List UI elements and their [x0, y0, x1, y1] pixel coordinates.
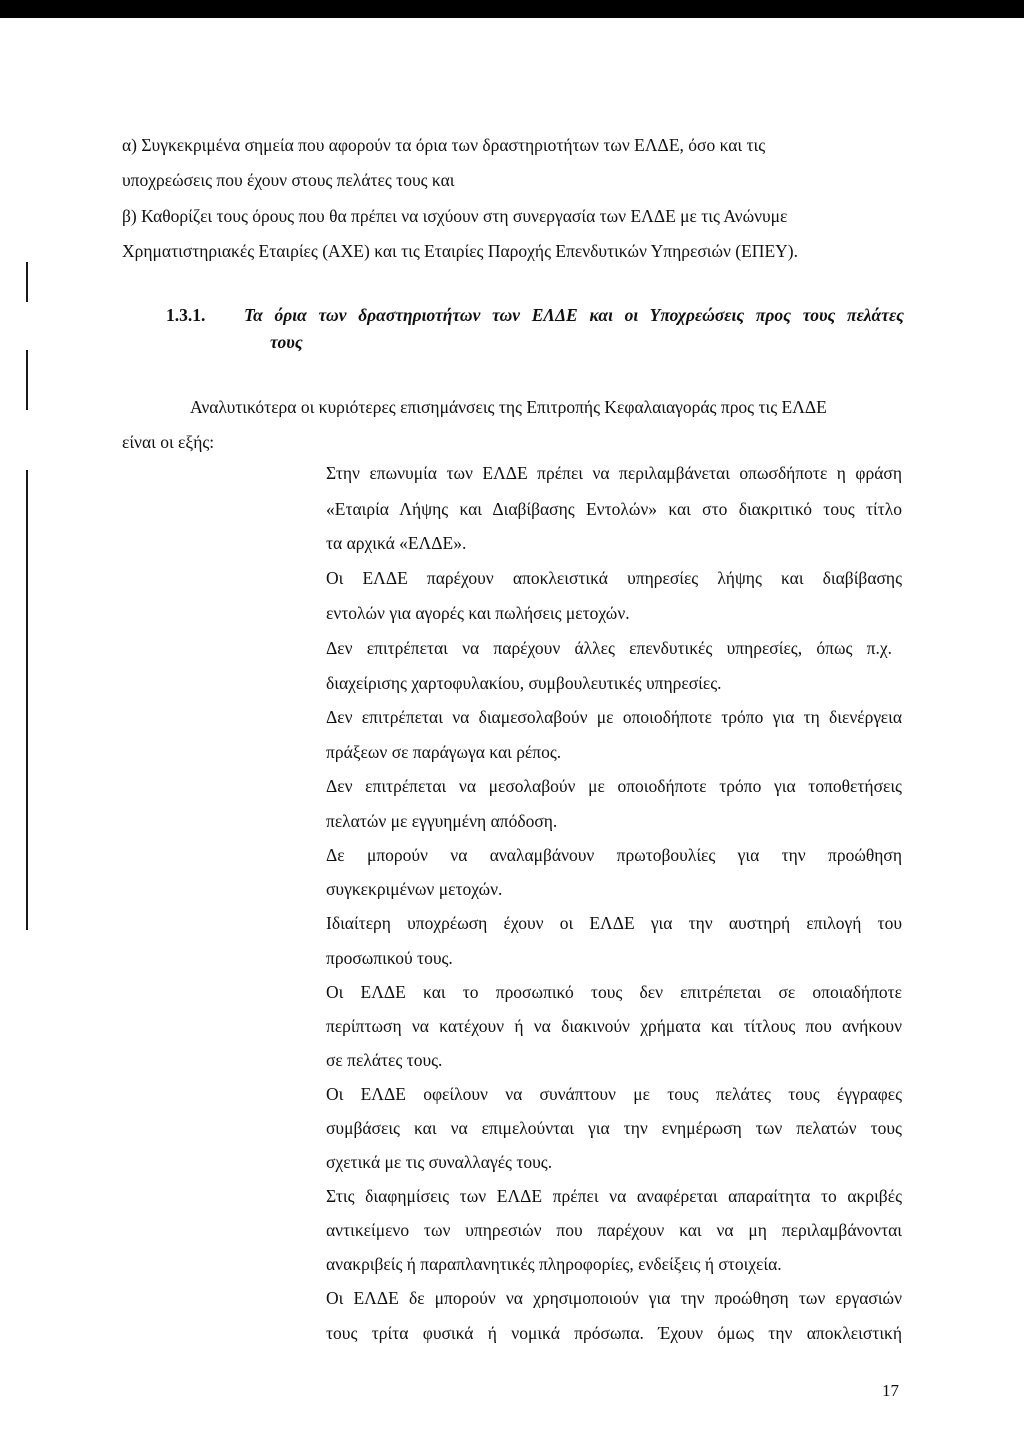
section-number: 1.3.1.: [166, 305, 206, 325]
list-item: πελατών με εγγυημένη απόδοση.: [326, 811, 558, 831]
list-item: προσωπικού τους.: [326, 948, 453, 968]
scan-top-border: [0, 0, 1024, 18]
list-item: Δεν επιτρέπεται να παρέχουν άλλες επενδυτικές υπηρεσίες, όπως π.χ.: [326, 638, 892, 658]
scan-margin-line: [26, 262, 28, 302]
list-item: Δεν επιτρέπεται να μεσολαβούν με οποιοδήποτε τρόπο για τοποθετήσεις: [326, 776, 902, 796]
list-item: «Εταιρία Λήψης και Διαβίβασης Εντολών» και στο διακριτικό τους τίτλο: [326, 499, 902, 519]
list-item: Δε μπορούν να αναλαμβάνουν πρωτοβουλίες για την προώθηση: [326, 845, 902, 865]
list-item: τα αρχικά «ΕΛΔΕ».: [326, 533, 467, 553]
section-title-line-1: Τα όρια των δραστηριοτήτων των ΕΛΔΕ και οι Υποχρεώσεις προς τους πελάτες: [244, 305, 904, 325]
list-item: συγκεκριμένων μετοχών.: [326, 879, 503, 899]
list-item: πράξεων σε παράγωγα και ρέπος.: [326, 742, 562, 762]
list-item: περίπτωση να κατέχουν ή να διακινούν χρήματα και τίτλους που ανήκουν: [326, 1016, 902, 1036]
list-item: τους τρίτα φυσικά ή νομικά πρόσωπα. Έχουν όμως την αποκλειστική: [326, 1323, 902, 1343]
list-item: Στις διαφημίσεις των ΕΛΔΕ πρέπει να αναφέρεται απαραίτητα το ακριβές: [326, 1186, 902, 1206]
list-item: σε πελάτες τους.: [326, 1050, 443, 1070]
list-item: Στην επωνυμία των ΕΛΔΕ πρέπει να περιλαμβάνεται οπωσδήποτε η φράση: [326, 463, 902, 483]
lead-line-1: Αναλυτικότερα οι κυριότερες επισημάνσεις της Επιτροπής Κεφαλαιαγοράς προς τις ΕΛΔΕ: [190, 397, 827, 417]
intro-b-line-2: Χρηματιστηριακές Εταιρίες (ΑΧΕ) και τις Εταιρίες Παροχής Επενδυτικών Υπηρεσιών (ΕΠΕΥ).: [122, 241, 798, 261]
list-item: Οι ΕΛΔΕ οφείλουν να συνάπτουν με τους πελάτες τους έγγραφες: [326, 1084, 902, 1104]
list-item: σχετικά με τις συναλλαγές τους.: [326, 1152, 553, 1172]
list-item: διαχείρισης χαρτοφυλακίου, συμβουλευτικές υπηρεσίες.: [326, 673, 722, 693]
list-item: αντικείμενο των υπηρεσιών που παρέχουν και να μη περιλαμβάνονται: [326, 1220, 902, 1240]
intro-a-line-2: υποχρεώσεις που έχουν στους πελάτες τους και: [122, 170, 455, 190]
list-item: Οι ΕΛΔΕ και το προσωπικό τους δεν επιτρέπεται σε οποιαδήποτε: [326, 982, 902, 1002]
list-item: ανακριβείς ή παραπλανητικές πληροφορίες, ενδείξεις ή στοιχεία.: [326, 1254, 782, 1274]
list-item: συμβάσεις και να επιμελούνται για την ενημέρωση των πελατών τους: [326, 1118, 902, 1138]
intro-a-line-1: α) Συγκεκριμένα σημεία που αφορούν τα όρια των δραστηριοτήτων των ΕΛΔΕ, όσο και τις: [122, 135, 766, 155]
list-item: Δεν επιτρέπεται να διαμεσολαβούν με οποιοδήποτε τρόπο για τη διενέργεια: [326, 707, 902, 727]
list-item: Οι ΕΛΔΕ δε μπορούν να χρησιμοποιούν για την προώθηση των εργασιών: [326, 1288, 902, 1308]
scan-margin-line: [26, 350, 28, 410]
scan-margin-line: [26, 470, 28, 930]
section-title-line-2: τους: [270, 332, 303, 352]
lead-line-2: είναι οι εξής:: [122, 432, 215, 452]
list-item: Οι ΕΛΔΕ παρέχουν αποκλειστικά υπηρεσίες λήψης και διαβίβασης: [326, 568, 902, 588]
intro-b-line-1: β) Καθορίζει τους όρους που θα πρέπει να ισχύουν στη συνεργασία των ΕΛΔΕ με τις Ανώνυμε: [122, 206, 788, 226]
page-number: 17: [882, 1381, 899, 1400]
list-item: Ιδιαίτερη υποχρέωση έχουν οι ΕΛΔΕ για την αυστηρή επιλογή του: [326, 913, 902, 933]
list-item: εντολών για αγορές και πωλήσεις μετοχών.: [326, 603, 630, 623]
